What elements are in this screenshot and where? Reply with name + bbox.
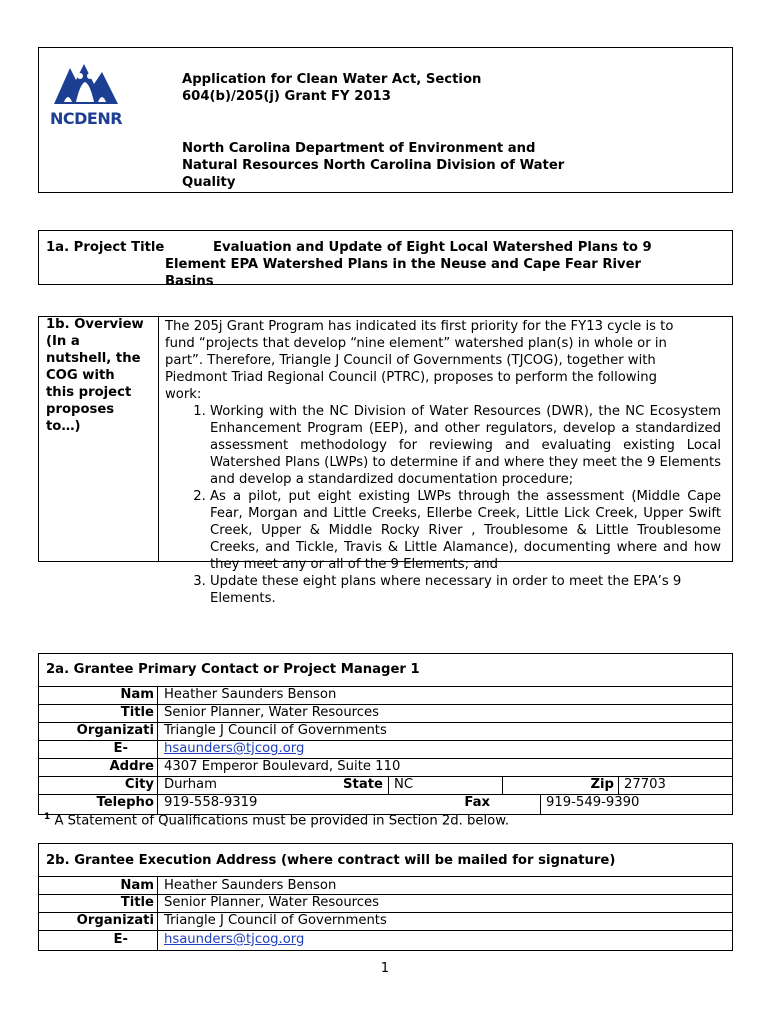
exec-name-value: Heather Saunders Benson xyxy=(164,878,337,893)
address-label: Addre xyxy=(109,759,154,774)
organization-label: Organizati xyxy=(76,723,154,738)
phone-value: 919-558-9319 xyxy=(164,795,258,810)
project-title-line-2: Element EPA Watershed Plans in the Neuse and Cape Fear River xyxy=(165,257,642,272)
project-title-line-1: Evaluation and Update of Eight Local Watershed Plans to 9 xyxy=(213,240,652,255)
zip-label-divider xyxy=(618,776,619,794)
label-column-divider xyxy=(157,876,158,951)
fax-value-divider xyxy=(540,794,541,815)
exec-organization-value: Triangle J Council of Governments xyxy=(164,913,387,928)
zip-value: 27703 xyxy=(624,777,666,792)
exec-organization-label: Organizati xyxy=(76,913,154,928)
page-number: 1 xyxy=(380,961,390,976)
project-title-line-3: Basins xyxy=(165,274,214,285)
title-label: Title xyxy=(120,705,154,720)
overview-item-1: 1. Working with the NC Division of Water Resources (DWR), the NC Ecosystem Enhancement Program (EEP), and other regulators, develop a standardized assessment methodology for reviewing and evaluating existing Local Watershed Plans (LWPs) to determine if and where they meet the 9 Elements and develop a standardized documentation procedure; xyxy=(210,403,721,488)
overview-label-3: nutshell, the xyxy=(46,351,141,366)
name-label: Nam xyxy=(120,687,154,702)
overview-label-4: COG with xyxy=(46,368,115,383)
footnote xyxy=(44,812,509,828)
fax-label: Fax xyxy=(464,795,490,810)
state-label: State xyxy=(343,777,383,792)
phone-label: Telepho xyxy=(96,795,154,810)
city-value: Durham xyxy=(164,777,217,792)
exec-email-link[interactable]: hsaunders@tjcog.org xyxy=(164,932,305,947)
name-value: Heather Saunders Benson xyxy=(164,687,337,702)
state-value: NC xyxy=(394,777,414,792)
email-label: E- xyxy=(113,741,128,756)
footnote-mark: 1 xyxy=(44,812,51,822)
project-title-label: 1a. Project Title xyxy=(46,240,165,255)
dept-line-2: Natural Resources North Carolina Division of Water xyxy=(182,158,565,173)
title-line-1: Application for Clean Water Act, Section xyxy=(182,72,482,87)
row-line xyxy=(38,740,733,741)
fax-value: 919-549-9390 xyxy=(546,795,640,810)
overview-text xyxy=(165,318,721,607)
dept-line-1: North Carolina Department of Environment and xyxy=(182,141,536,156)
footnote-text: A Statement of Qualifications must be provided in Section 2d. below. xyxy=(54,813,510,829)
exec-title-label: Title xyxy=(120,895,154,910)
exec-email-label: E- xyxy=(113,932,128,947)
overview-label-7: to…) xyxy=(46,419,81,434)
primary-contact-heading: 2a. Grantee Primary Contact or Project Manager 1 xyxy=(46,662,420,677)
zip-label: Zip xyxy=(590,777,614,792)
row-line xyxy=(38,930,733,931)
title-value: Senior Planner, Water Resources xyxy=(164,705,380,720)
overview-list xyxy=(165,403,721,607)
state-label-divider xyxy=(388,776,389,794)
exec-name-label: Nam xyxy=(120,878,154,893)
email-link[interactable]: hsaunders@tjcog.org xyxy=(164,741,305,756)
overview-intro-2: fund “projects that develop “nine element” watershed plan(s) in whole or in xyxy=(165,336,667,351)
department-name xyxy=(182,140,722,191)
execution-address-heading: 2b. Grantee Execution Address (where contract will be mailed for signature) xyxy=(46,853,616,868)
organization-value: Triangle J Council of Governments xyxy=(164,723,387,738)
ncdenr-logo-icon xyxy=(50,62,122,106)
overview-intro-5: work: xyxy=(165,387,202,402)
exec-title-value: Senior Planner, Water Resources xyxy=(164,895,380,910)
project-title-value xyxy=(165,239,730,285)
overview-label-2: (In a xyxy=(46,334,80,349)
overview-item-3: 3. Update these eight plans where necessary in order to meet the EPA’s 9 Elements. xyxy=(210,573,721,607)
address-value: 4307 Emperor Boulevard, Suite 110 xyxy=(164,759,401,774)
overview-intro-1: The 205j Grant Program has indicated its first priority for the FY13 cycle is to xyxy=(165,319,674,334)
overview-label xyxy=(46,316,156,435)
label-column-divider xyxy=(157,686,158,815)
overview-intro-3: part”. Therefore, Triangle J Council of Governments (TJCOG), together with xyxy=(165,353,656,368)
overview-divider xyxy=(158,316,159,562)
application-title xyxy=(182,71,722,105)
overview-intro-4: Piedmont Triad Regional Council (PTRC), proposes to perform the following xyxy=(165,370,657,385)
ncdenr-logo xyxy=(50,62,122,126)
overview-label-6: proposes xyxy=(46,402,115,417)
city-label: City xyxy=(124,777,154,792)
state-value-divider xyxy=(502,776,503,794)
logo-text: NCDENR xyxy=(50,109,123,128)
overview-label-1: 1b. Overview xyxy=(46,317,144,332)
title-line-2: 604(b)/205(j) Grant FY 2013 xyxy=(182,89,391,104)
dept-line-3: Quality xyxy=(182,175,236,190)
overview-item-2: 2. As a pilot, put eight existing LWPs through the assessment (Middle Cape Fear, Morgan and Little Creeks, Ellerbe Creek, Little Lick Creek, Upper Swift Creek, Upper & Middle Rocky River , Troublesome & Little Troublesome Creeks, and Tickle, Travis & Little Alamance), documenting where and how they meet any or all of the 9 Elements; and xyxy=(210,488,721,573)
overview-label-5: this project xyxy=(46,385,132,400)
